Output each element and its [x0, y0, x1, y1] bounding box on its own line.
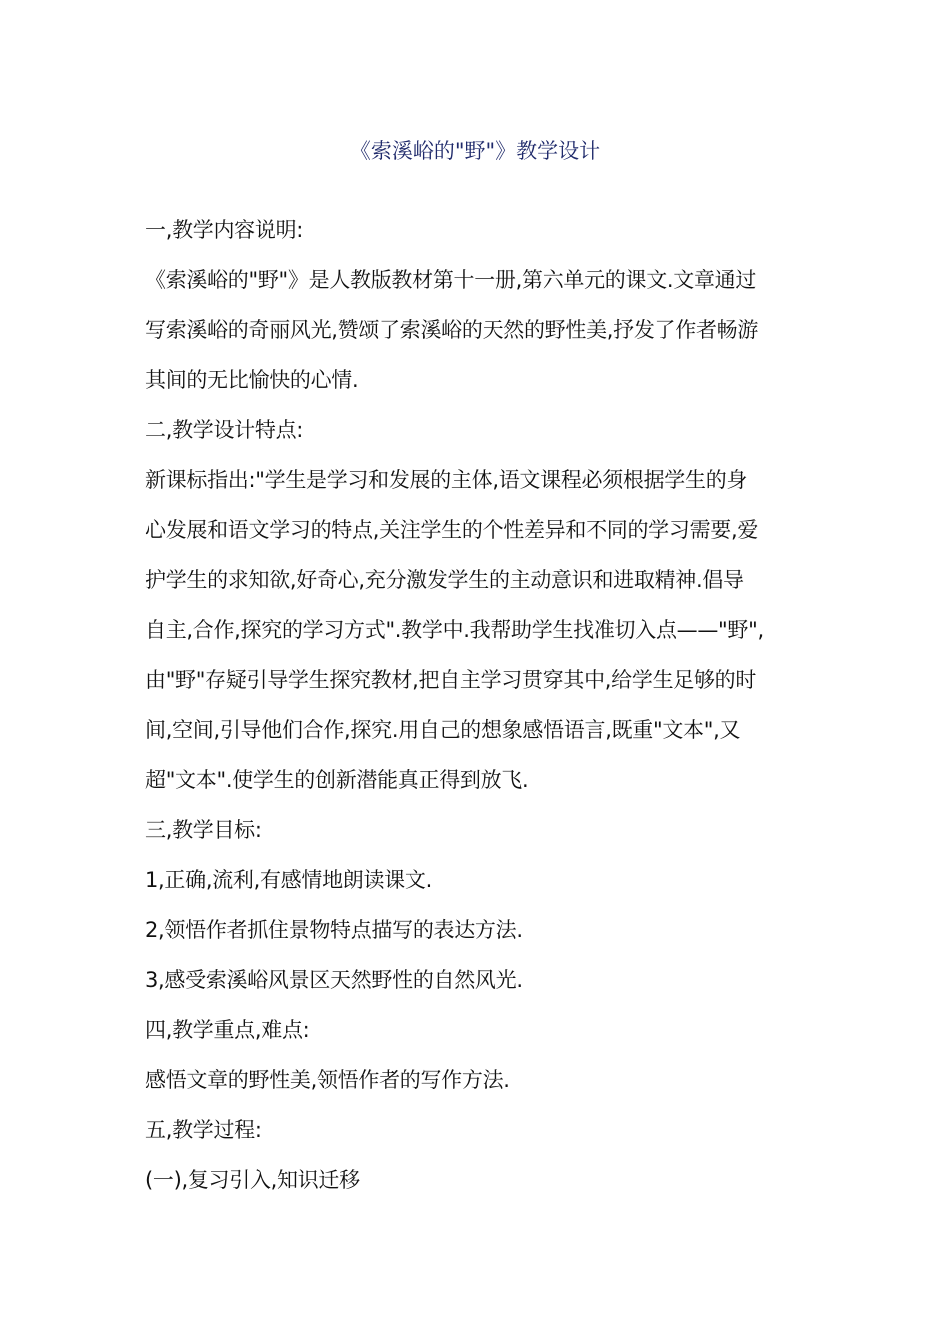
paragraph-line: 超"文本".使学生的创新潜能真正得到放飞.: [145, 768, 529, 792]
paragraph-line: 心发展和语文学习的特点,关注学生的个性差异和不同的学习需要,爱: [145, 518, 759, 542]
goal-item: 2,领悟作者抓住景物特点描写的表达方法.: [145, 918, 523, 942]
goal-item: 1,正确,流利,有感情地朗读课文.: [145, 868, 432, 892]
paragraph-line: 新课标指出:"学生是学习和发展的主体,语文课程必须根据学生的身: [145, 468, 748, 492]
paragraph-line: 写索溪峪的奇丽风光,赞颂了索溪峪的天然的野性美,抒发了作者畅游: [145, 318, 759, 342]
section-heading-process: 五,教学过程:: [145, 1118, 262, 1142]
paragraph-line: 其间的无比愉快的心情.: [145, 368, 359, 392]
paragraph-line: 感悟文章的野性美,领悟作者的写作方法.: [145, 1068, 510, 1092]
document-title: 《索溪峪的"野"》教学设计: [349, 139, 601, 163]
paragraph-line: 《索溪峪的"野"》是人教版教材第十一册,第六单元的课文.文章通过: [145, 268, 757, 292]
subsection-heading: (一),复习引入,知识迁移: [145, 1168, 360, 1192]
section-heading-content: 一,教学内容说明:: [145, 218, 304, 242]
paragraph-line: 由"野"存疑引导学生探究教材,把自主学习贯穿其中,给学生足够的时: [145, 668, 757, 692]
document-body: [145, 205, 810, 1205]
paragraph-line: 自主,合作,探究的学习方式".教学中.我帮助学生找准切入点——"野",: [145, 618, 764, 642]
section-heading-key-points: 四,教学重点,难点:: [145, 1018, 310, 1042]
paragraph-line: 间,空间,引导他们合作,探究.用自己的想象感悟语言,既重"文本",又: [145, 718, 741, 742]
goal-item: 3,感受索溪峪风景区天然野性的自然风光.: [145, 968, 523, 992]
paragraph-line: 护学生的求知欲,好奇心,充分激发学生的主动意识和进取精神.倡导: [145, 568, 744, 592]
section-heading-goals: 三,教学目标:: [145, 818, 262, 842]
section-heading-features: 二,教学设计特点:: [145, 418, 304, 442]
